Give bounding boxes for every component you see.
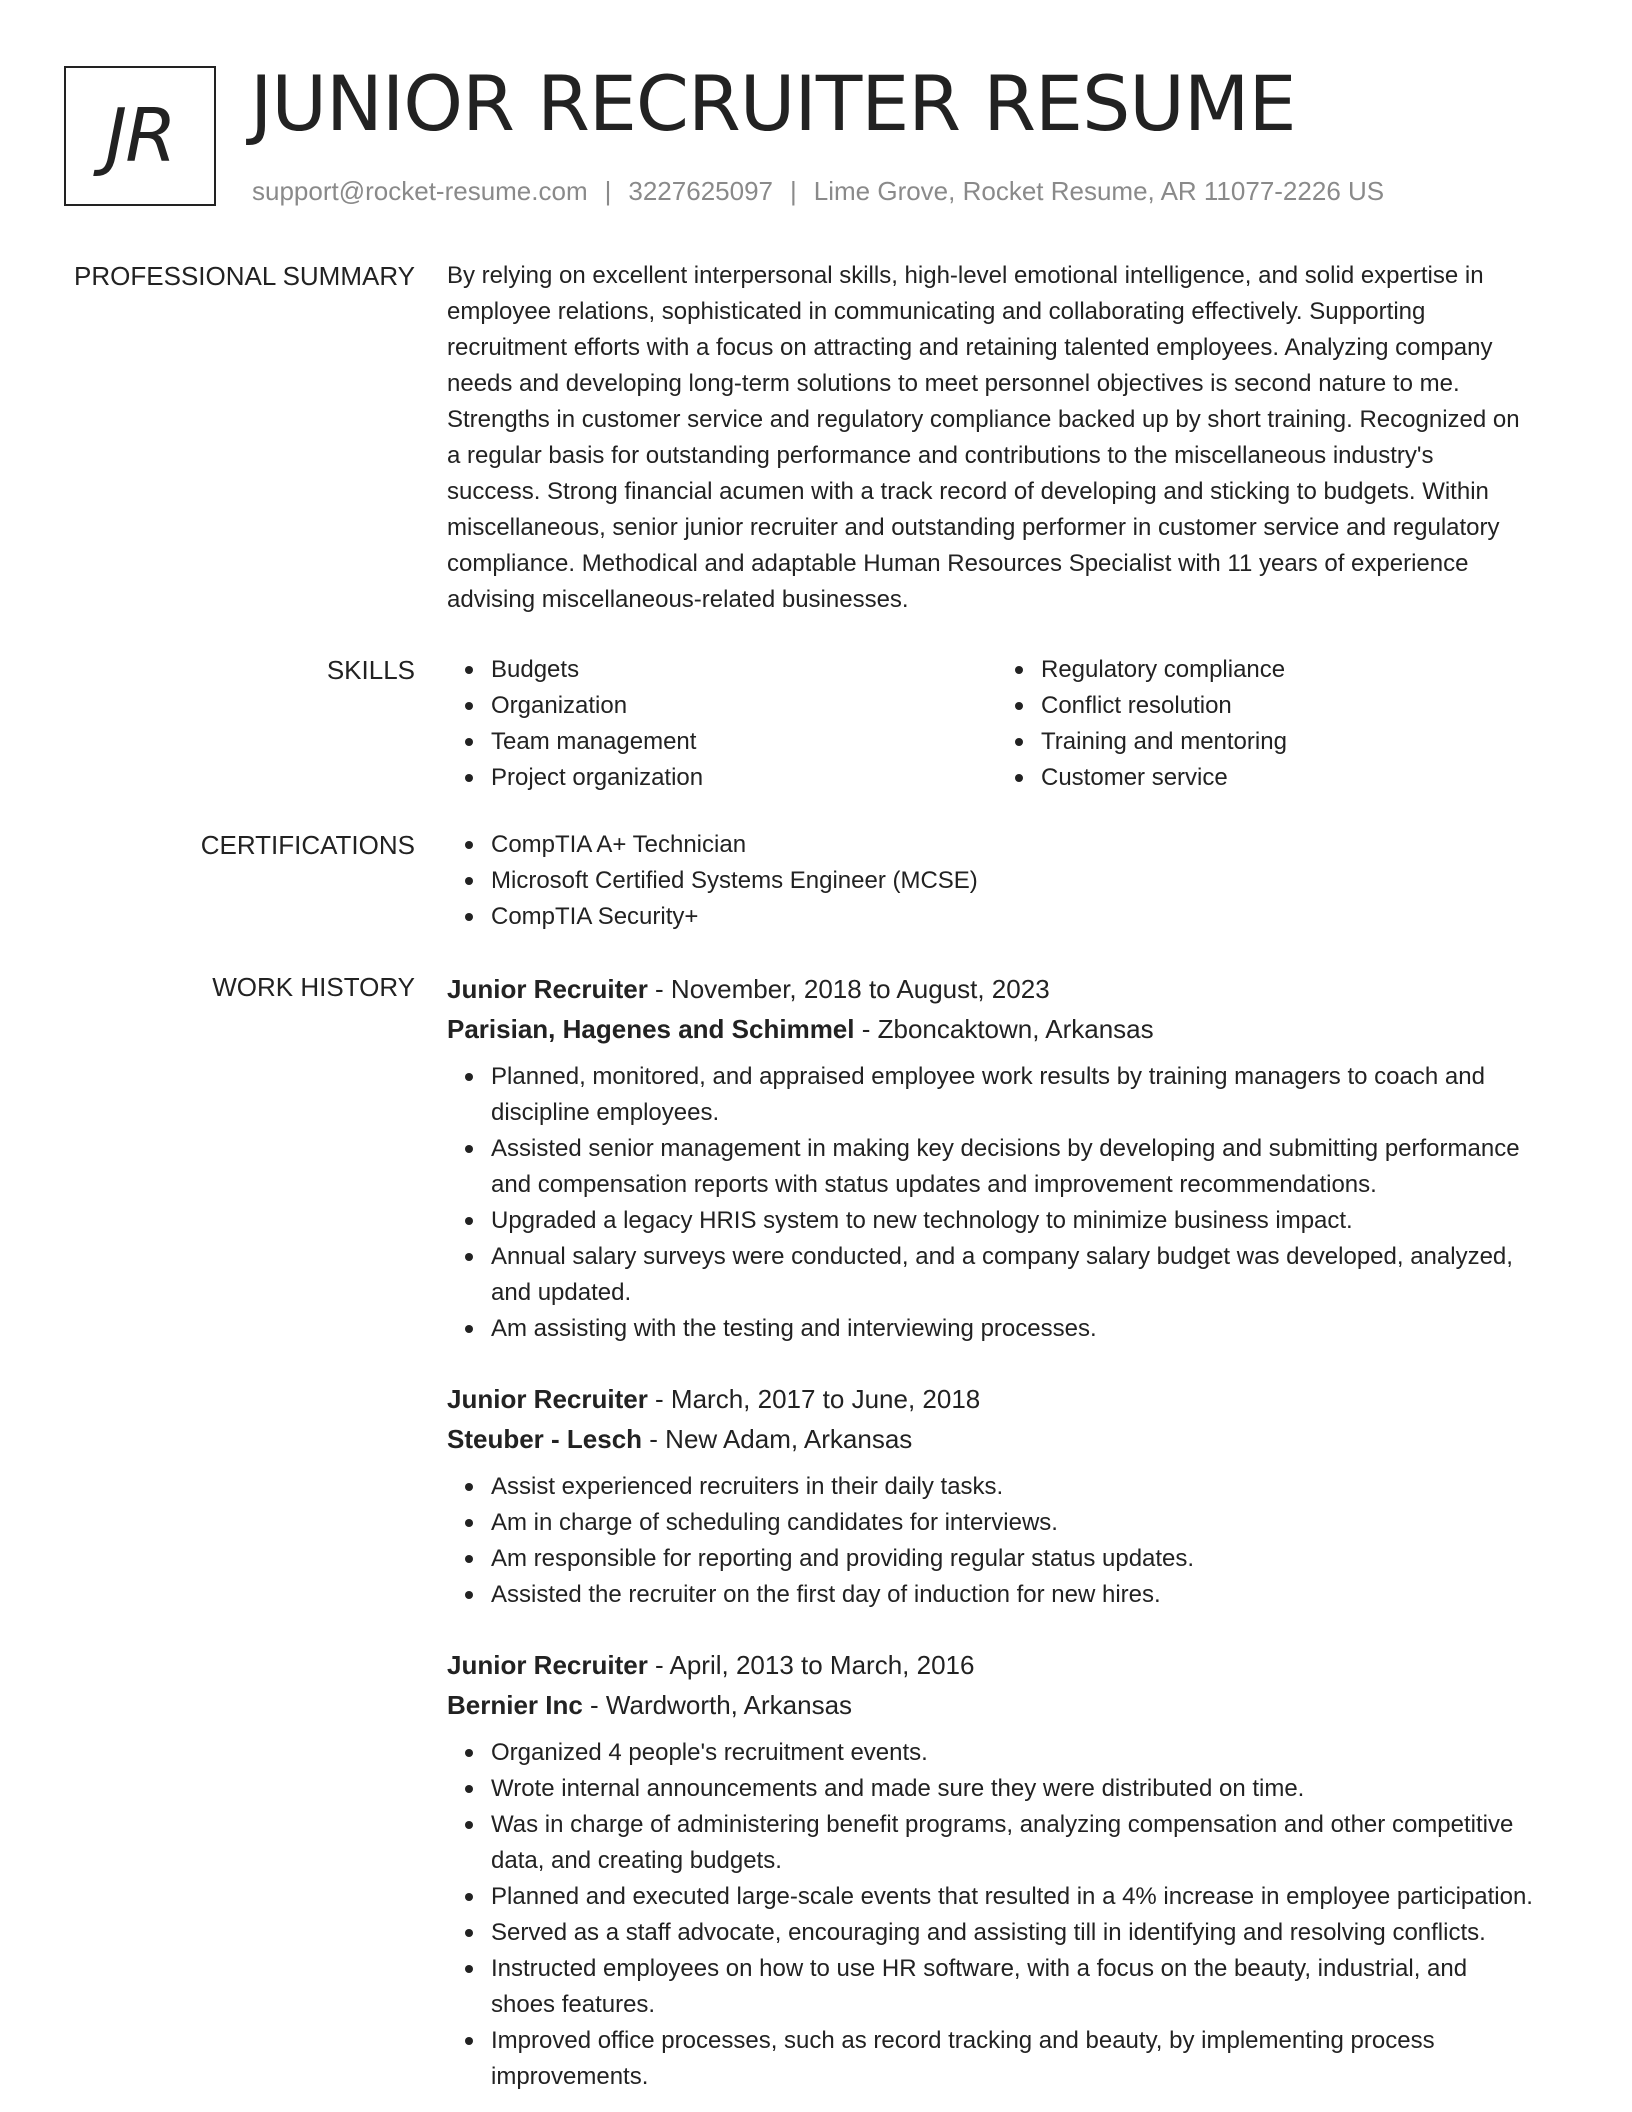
summary-line: recruitment efforts with a focus on attracting and retaining talented employees. Analyzing company [447,334,1493,361]
job-bullet: Am assisting with the testing and interviewing processes. [447,1311,1567,1347]
contact-separator: | [790,176,797,206]
monogram-badge [64,66,216,206]
certifications-list [447,827,1567,935]
skill-item: Organization [447,688,997,724]
job-role: Junior Recruiter [447,974,648,1004]
job-entry [447,969,1567,1347]
summary-line: advising miscellaneous-related businesses. [447,586,909,613]
job-title-line [447,1379,1567,1419]
job-bullet: Am in charge of scheduling candidates for interviews. [447,1505,1567,1541]
job-bullet: Improved office processes, such as record tracking and beauty, by implementing process improvements. [447,2023,1567,2095]
job-location: - Wardworth, Arkansas [582,1690,853,1720]
job-bullet: Instructed employees on how to use HR software, with a focus on the beauty, industrial, and shoes features. [447,1951,1567,2023]
job-company-line [447,1009,1567,1049]
summary-line: success. Strong financial acumen with a track record of developing and sticking to budgets. Within [447,478,1489,505]
job-company: Parisian, Hagenes and Schimmel [447,1014,855,1044]
section-title-certifications: CERTIFICATIONS [200,830,415,860]
job-bullets [447,1059,1567,1347]
skills-list-right [997,652,1547,796]
job-bullet: Organized 4 people's recruitment events. [447,1735,1567,1771]
skills-list-left [447,652,997,796]
job-title-line [447,1645,1567,1685]
job-bullet: Annual salary surveys were conducted, and a company salary budget was developed, analyzed, and updated. [447,1239,1567,1311]
job-bullets [447,1469,1567,1613]
skill-item: Team management [447,724,997,760]
skills-columns [447,652,1567,796]
section-title-work-history: WORK HISTORY [212,972,415,1002]
job-role: Junior Recruiter [447,1650,648,1680]
summary-line: employee relations, sophisticated in communicating and collaborating effectively. Supporting [447,298,1426,325]
skill-item: Budgets [447,652,997,688]
summary-text [447,258,1567,618]
skill-item: Customer service [997,760,1547,796]
certifications-body [447,827,1567,935]
summary-line: By relying on excellent interpersonal skills, high-level emotional intelligence, and solid expertise in [447,262,1484,289]
job-location: - New Adam, Arkansas [642,1424,913,1454]
section-title-summary: PROFESSIONAL SUMMARY [74,261,415,291]
job-entry [447,1645,1567,2095]
job-bullet: Wrote internal announcements and made sure they were distributed on time. [447,1771,1567,1807]
job-dates: - March, 2017 to June, 2018 [647,1384,981,1414]
job-bullet: Am responsible for reporting and providing regular status updates. [447,1541,1567,1577]
skill-item: Conflict resolution [997,688,1547,724]
skill-item: Training and mentoring [997,724,1547,760]
job-company: Bernier Inc [447,1690,583,1720]
job-role: Junior Recruiter [447,1384,648,1414]
job-location: - Zboncaktown, Arkansas [854,1014,1154,1044]
contact-line [252,174,1384,208]
summary-line: Strengths in customer service and regulatory compliance backed up by short training. Recognized on [447,406,1520,433]
job-bullet: Upgraded a legacy HRIS system to new technology to minimize business impact. [447,1203,1567,1239]
job-bullet: Planned, monitored, and appraised employee work results by training managers to coach and discipline employees. [447,1059,1567,1131]
skill-item: Regulatory compliance [997,652,1547,688]
job-company-line [447,1419,1567,1459]
job-company: Steuber - Lesch [447,1424,643,1454]
job-bullets [447,1735,1567,2095]
contact-phone[interactable]: 3227625097 [628,176,773,206]
summary-line: miscellaneous, senior junior recruiter and outstanding performer in customer service and regulatory [447,514,1500,541]
job-bullet: Was in charge of administering benefit programs, analyzing compensation and other competitive data, and creating budgets. [447,1807,1567,1879]
job-entry [447,1379,1567,1613]
job-bullet: Assisted the recruiter on the first day of induction for new hires. [447,1577,1567,1613]
job-title-line [447,969,1567,1009]
job-dates: - November, 2018 to August, 2023 [647,974,1050,1004]
summary-line: a regular basis for outstanding performance and contributions to the miscellaneous industry's [447,442,1434,469]
summary-line: needs and developing long-term solutions to meet personnel objectives is second nature to me. [447,370,1460,397]
skill-item: Project organization [447,760,997,796]
contact-separator: | [604,176,612,206]
resume-title: JUNIOR RECRUITER RESUME [250,59,1296,148]
job-bullet: Planned and executed large-scale events that resulted in a 4% increase in employee participation. [447,1879,1567,1915]
certification-item: Microsoft Certified Systems Engineer (MCSE) [447,863,1567,899]
work-history-body [447,969,1567,2095]
job-company-line [447,1685,1567,1725]
initials: JR [105,93,175,179]
contact-email[interactable]: support@rocket-resume.com [252,176,588,206]
certification-item: CompTIA A+ Technician [447,827,1567,863]
contact-address: Lime Grove, Rocket Resume, AR 11077-2226 US [813,176,1385,206]
job-bullet: Served as a staff advocate, encouraging and assisting till in identifying and resolving conflicts. [447,1915,1567,1951]
certification-item: CompTIA Security+ [447,899,1567,935]
section-title-skills: SKILLS [326,655,415,685]
job-bullet: Assist experienced recruiters in their daily tasks. [447,1469,1567,1505]
job-dates: - April, 2013 to March, 2016 [647,1650,975,1680]
summary-line: compliance. Methodical and adaptable Human Resources Specialist with 11 years of experience [447,550,1469,577]
job-bullet: Assisted senior management in making key decisions by developing and submitting performance and compensation reports with status updates and improvement recommendations. [447,1131,1567,1203]
